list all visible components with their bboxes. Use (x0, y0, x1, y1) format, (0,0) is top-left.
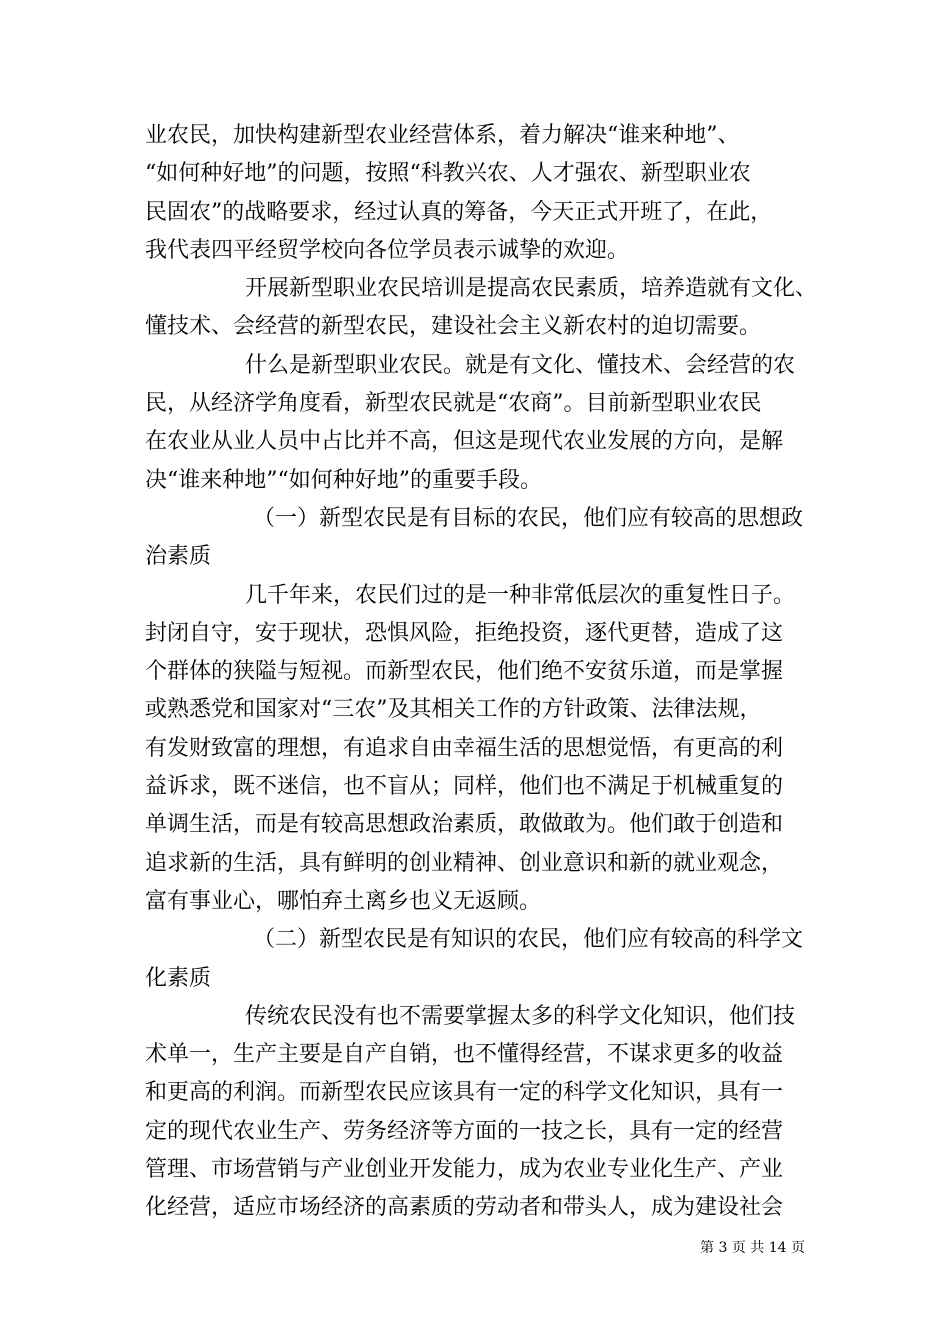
text-line: “如何种好地”的问题，按照“科教兴农、人才强农、新型职业农 (145, 161, 751, 187)
text-line: 几千年来，农民们过的是一种非常低层次的重复性日子。 (245, 582, 796, 608)
section-heading-2-cont: 化素质 (145, 965, 212, 991)
text-line: 单调生活，而是有较高思想政治素质，敢做敢为。他们敢于创造和 (145, 812, 784, 838)
text-line: 决“谁来种地”“如何种好地”的重要手段。 (145, 467, 542, 493)
page-number-footer: 第 3 页 共 14 页 (700, 1240, 805, 1256)
text-line: 或熟悉党和国家对“三农”及其相关工作的方针政策、法律法规， (145, 697, 762, 723)
text-line: 定的现代农业生产、劳务经济等方面的一技之长，具有一定的经营 (145, 1118, 784, 1144)
section-heading-2: （二）新型农民是有知识的农民，他们应有较高的科学文 (253, 927, 804, 953)
text-line: 和更高的利润。而新型农民应该具有一定的科学文化知识，具有一 (145, 1080, 784, 1106)
text-line: 富有事业心，哪怕弃土离乡也义无返顾。 (145, 888, 542, 914)
text-line: 益诉求，既不迷信，也不盲从；同样，他们也不满足于机械重复的 (145, 774, 784, 800)
section-heading-1-cont: 治素质 (145, 544, 212, 570)
section-heading-1: （一）新型农民是有目标的农民，他们应有较高的思想政 (253, 505, 804, 531)
text-line: 传统农民没有也不需要掌握太多的科学文化知识，他们技 (245, 1003, 796, 1029)
text-line: 化经营，适应市场经济的高素质的劳动者和带头人，成为建设社会 (145, 1195, 784, 1221)
text-line: 术单一，生产主要是自产自销，也不懂得经营，不谋求更多的收益 (145, 1042, 784, 1068)
text-line: 个群体的狭隘与短视。而新型农民，他们绝不安贫乐道，而是掌握 (145, 659, 784, 685)
text-line: 封闭自守，安于现状，恐惧风险，拒绝投资，逐代更替，造成了这 (145, 620, 784, 646)
text-line: 民，从经济学角度看，新型农民就是“农商”。目前新型职业农民 (145, 391, 762, 417)
text-line: 我代表四平经贸学校向各位学员表示诚挚的欢迎。 (145, 237, 630, 263)
text-line: 什么是新型职业农民。就是有文化、懂技术、会经营的农 (245, 352, 796, 378)
text-line: 在农业从业人员中占比并不高，但这是现代农业发展的方向，是解 (145, 429, 784, 455)
text-line: 懂技术、会经营的新型农民，建设社会主义新农村的迫切需要。 (145, 314, 762, 340)
text-line: 开展新型职业农民培训是提高农民素质，培养造就有文化、 (245, 276, 818, 302)
document-body (145, 117, 818, 1228)
text-line: 民固农”的战略要求，经过认真的筹备，今天正式开班了，在此， (145, 199, 773, 225)
text-line: 业农民，加快构建新型农业经营体系，着力解决“谁来种地”、 (145, 123, 740, 148)
text-line: 有发财致富的理想，有追求自由幸福生活的思想觉悟，有更高的利 (145, 735, 784, 761)
text-line: 追求新的生活，具有鲜明的创业精神、创业意识和新的就业观念， (145, 850, 784, 876)
text-line: 管理、市场营销与产业创业开发能力，成为农业专业化生产、产业 (145, 1157, 784, 1183)
